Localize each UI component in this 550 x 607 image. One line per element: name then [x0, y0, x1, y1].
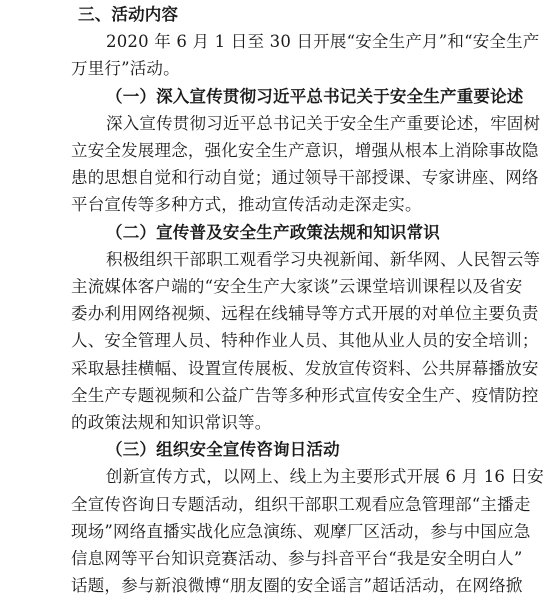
- subsection-2-line-4: 人、安全管理人员、特种作业人员、其他从业人员的安全培训；: [71, 331, 539, 351]
- subsection-2-line-1: 积极组织干部职工观看学习央视新闻、新华网、人民智云等: [106, 249, 541, 269]
- subsection-2-line-3: 委办利用网络视频、远程在线辅导等方式开展的对单位主要负责: [71, 304, 539, 324]
- intro-line-1: 2020 年 6 月 1 日至 30 日开展“安全生产月”和“安全生产: [106, 32, 540, 52]
- subsection-1-line-3: 患的思想自觉和行动自觉；通过领导干部授课、专家讲座、网络: [71, 168, 539, 188]
- subsection-1-line-4: 平台宣传等多种方式，推动宣传活动走深走实。: [71, 195, 422, 215]
- subsection-1-heading: （一）深入宣传贯彻习近平总书记关于安全生产重要论述: [106, 86, 524, 106]
- subsection-3-heading: （三）组织安全宣传咨询日活动: [106, 440, 340, 460]
- subsection-3-line-3: 现场”网络直播实战化应急演练、观摩厂区活动，参与中国应急: [71, 521, 531, 541]
- subsection-3-line-5: 话题，参与新浪微博“朋友圈的安全谣言”超话活动，在网络掀: [71, 576, 523, 596]
- subsection-2-line-5: 采取悬挂横幅、设置宣传展板、发放宣传资料、公共屏幕播放安: [71, 358, 539, 378]
- subsection-2-line-6: 全生产专题视频和公益广告等多种形式宣传安全生产、疫情防控: [71, 385, 539, 405]
- subsection-3-line-1: 创新宣传方式，以网上、线上为主要形式开展 6 月 16 日安: [106, 467, 544, 487]
- subsection-1-line-2: 立安全发展理念，强化安全生产意识，增强从根本上消除事故隐: [71, 141, 539, 160]
- subsection-3-line-4: 信息网等平台知识竞赛活动、参与抖音平台“我是安全明白人”: [71, 549, 523, 568]
- subsection-2-line-2: 主流媒体客户端的“安全生产大家谈”云课堂培训课程以及省安: [71, 277, 523, 296]
- subsection-3-line-2: 全宣传咨询日专题活动，组织干部职工观看应急管理部“主播走: [71, 494, 531, 514]
- subsection-1-line-1: 深入宣传贯彻习近平总书记关于安全生产重要论述，牢固树: [106, 113, 541, 133]
- subsection-2-line-7: 的政策法规和知识常识等。: [71, 413, 272, 432]
- section-heading: 三、活动内容: [78, 5, 179, 24]
- intro-line-2: 万里行”活动。: [71, 59, 180, 79]
- subsection-2-heading: （二）宣传普及安全生产政策法规和知识常识: [106, 222, 440, 242]
